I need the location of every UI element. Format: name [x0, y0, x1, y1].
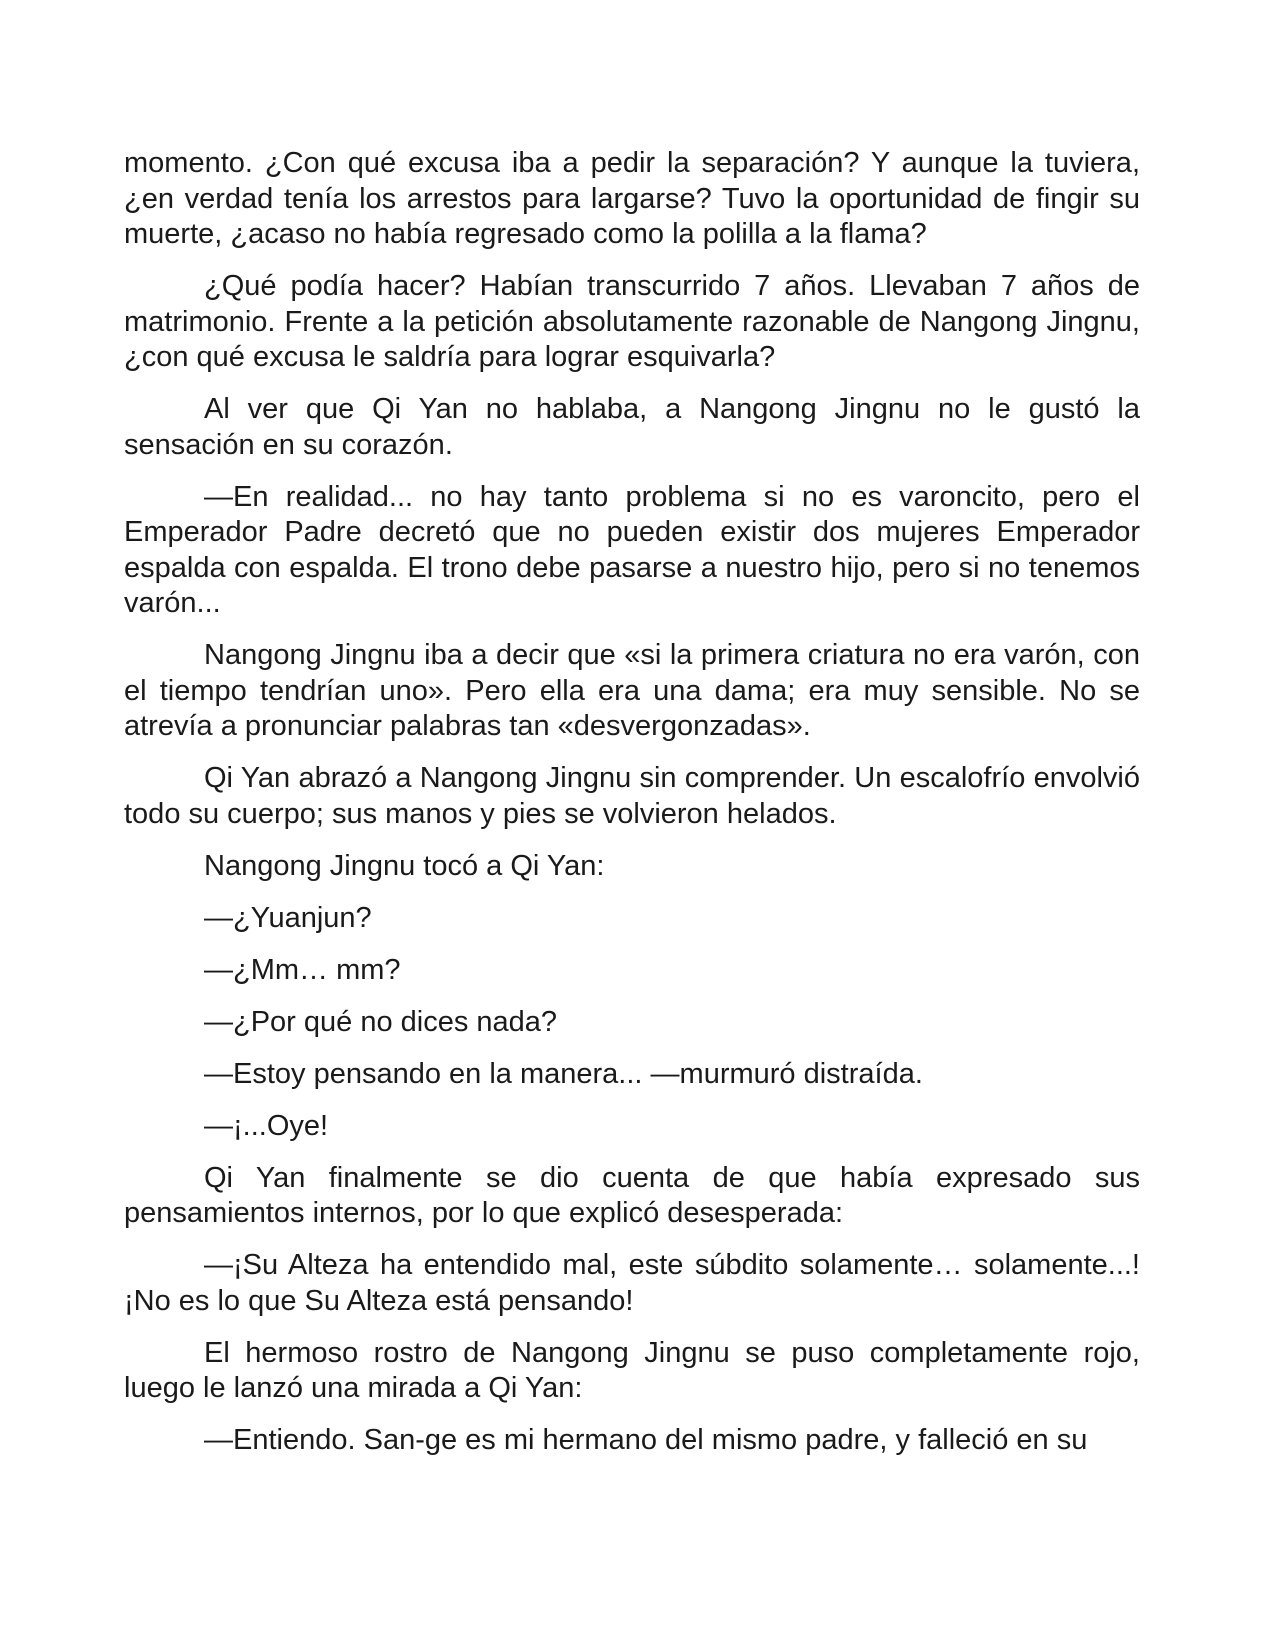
paragraph: Al ver que Qi Yan no hablaba, a Nangong Jingnu no le gustó la sensación en su corazón. [124, 393, 1140, 461]
paragraph-dialogue: —En realidad... no hay tanto problema si no es varoncito, pero el Emperador Padre decretó que no pueden existir dos mujeres Emperador espalda con espalda. El trono debe pasarse a nuestro hijo, pero si no tenemos varón... [124, 480, 1140, 619]
paragraph: Qi Yan abrazó a Nangong Jingnu sin comprender. Un escalofrío envolvió todo su cuerpo; sus manos y pies se volvieron helados. [124, 762, 1140, 830]
paragraph-dialogue: —Entiendo. San-ge es mi hermano del mismo padre, y falleció en su [204, 1424, 1088, 1456]
paragraph: El hermoso rostro de Nangong Jingnu se puso completamente rojo, luego le lanzó una mirada a Qi Yan: [124, 1336, 1140, 1404]
body-text [124, 146, 1140, 1475]
paragraph: Nangong Jingnu tocó a Qi Yan: [204, 849, 605, 882]
paragraph-dialogue: —¿Yuanjun? [204, 901, 372, 934]
paragraph-dialogue: —¡Su Alteza ha entendido mal, este súbdito solamente… solamente...! ¡No es lo que Su Alteza está pensando! [124, 1249, 1140, 1317]
paragraph-dialogue: —¿Mm… mm? [204, 953, 401, 986]
paragraph: Qi Yan finalmente se dio cuenta de que había expresado sus pensamientos internos, por lo que explicó desesperada: [124, 1161, 1140, 1229]
paragraph-dialogue: —¿Por qué no dices nada? [204, 1005, 558, 1038]
paragraph: Nangong Jingnu iba a decir que «si la primera criatura no era varón, con el tiempo tendrían uno». Pero ella era una dama; era muy sensible. No se atrevía a pronunciar palabras tan «desvergonzadas». [124, 639, 1140, 742]
paragraph-dialogue: —Estoy pensando en la manera... —murmuró distraída. [204, 1057, 923, 1090]
paragraph-dialogue: —¡...Oye! [204, 1109, 329, 1142]
paragraph: ¿Qué podía hacer? Habían transcurrido 7 años. Llevaban 7 años de matrimonio. Frente a la petición absolutamente razonable de Nangong Jingnu, ¿con qué excusa le saldría para lograr esquivarla? [124, 270, 1140, 373]
paragraph-continuation: momento. ¿Con qué excusa iba a pedir la separación? Y aunque la tuviera, ¿en verdad tenía los arrestos para largarse? Tuvo la oportunidad de fingir su muerte, ¿acaso no había regresado como la polilla a la flama? [124, 147, 1140, 250]
